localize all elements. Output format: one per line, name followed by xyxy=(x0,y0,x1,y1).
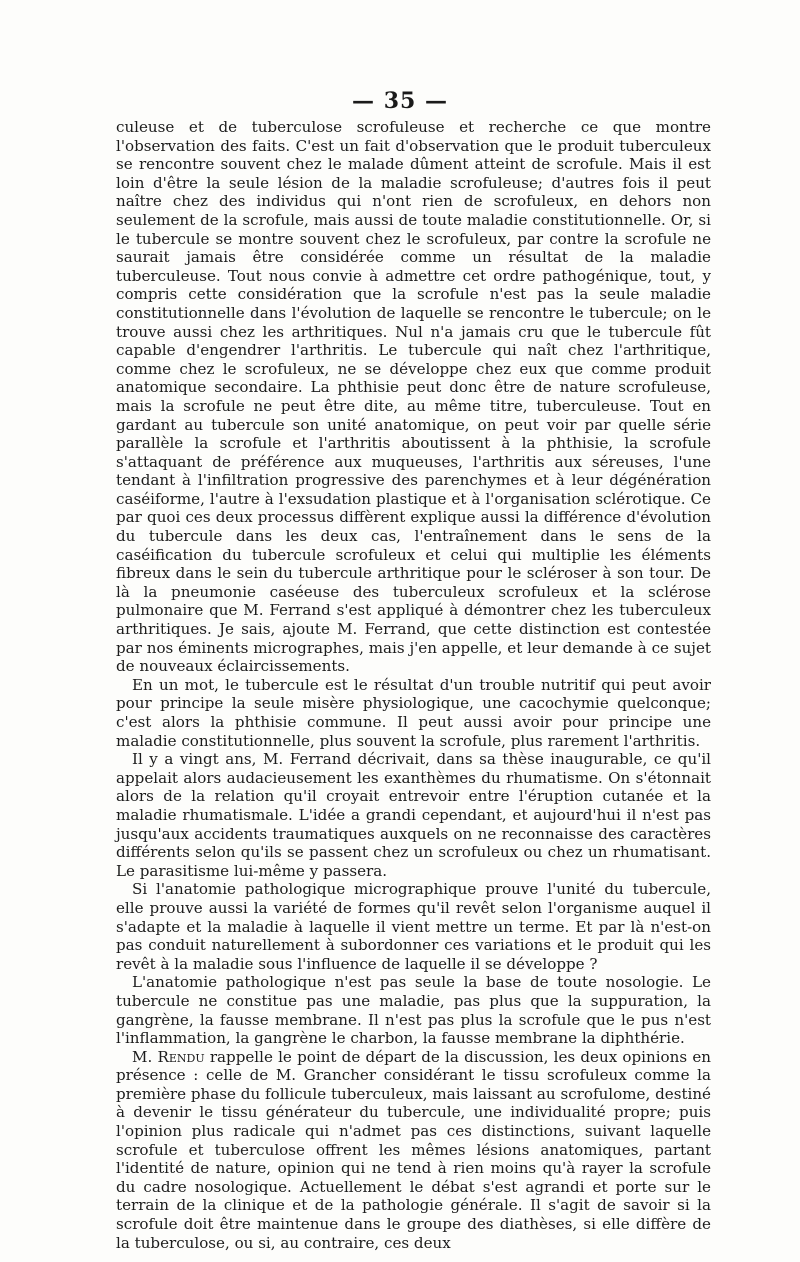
paragraph-4: Si l'anatomie pathologique micrographique prouve l'unité du tubercule, elle prouve aussi la variété de formes qu'il revêt selon l'organisme auquel il s'adapte et la maladie à laquelle il vient mettre un terme. Et par là n'est-on pas conduit naturellement à subordonner ces variations et le produit qui les revêt à la maladie sous l'influence de laquelle il se développe ? xyxy=(116,880,711,973)
paragraph-6-text: rappelle le point de départ de la discussion, les deux opinions en présence : celle de M. Grancher considérant le tissu scrofuleux comme la première phase du follicule tuberculeux, mais laissant au scrofulome, destiné à devenir le tissu générateur du tubercule, une individualité propre; puis l'opinion plus radicale qui n'admet pas ces distinctions, suivant laquelle scrofule et tuberculose offrent les mêmes lésions anatomiques, partant l'identité de nature, opinion qui ne tend à rien moins qu'à rayer la scrofule du cadre nosologique. Actuellement le débat s'est agrandi et porte sur le terrain de la clinique et de la pathologie générale. Il s'agit de savoir si la scrofule doit être maintenue dans le groupe des diathèses, si elle diffère de la tuberculose, ou si, au contraire, ces deux xyxy=(116,1047,711,1252)
paragraph-6 xyxy=(116,1048,711,1253)
paragraph-5: L'anatomie pathologique n'est pas seule la base de toute nosologie. Le tubercule ne constitue pas une maladie, pas plus que la suppuration, la gangrène, la fausse membrane. Il n'est pas plus la scrofule que le pus n'est l'inflammation, la gangrène le charbon, la fausse membrane la diphthérie. xyxy=(116,973,711,1048)
paragraph-6-lead: M. xyxy=(132,1047,158,1066)
paragraph-2: En un mot, le tubercule est le résultat d'un trouble nutritif qui peut avoir pour principe la seule misère physiologique, une cacochymie quelconque; c'est alors la phthisie commune. Il peut aussi avoir pour principe une maladie constitutionnelle, plus souvent la scrofule, plus rarement l'arthritis. xyxy=(116,675,711,750)
paragraph-3: Il y a vingt ans, M. Ferrand décrivait, dans sa thèse inaugurable, ce qu'il appelait alors audacieusement les exanthèmes du rhumatisme. On s'étonnait alors de la relation qu'il croyait entrevoir entre l'éruption cutanée et la maladie rhumatismale. L'idée a grandi cependant, et aujourd'hui il n'est pas jusqu'aux accidents traumatiques auxquels on ne reconnaisse des caractères différents selon qu'ils se passent chez un scrofuleux ou chez un rhumatisant. Le parasitisme lui-même y passera. xyxy=(116,750,711,880)
body-text xyxy=(116,118,711,1252)
page-number: — 35 — xyxy=(352,88,448,114)
speaker-name: Rendu xyxy=(157,1047,205,1066)
paragraph-1: culeuse et de tuberculose scrofuleuse et recherche ce que montre l'observation des faits. C'est un fait d'observation que le produit tuberculeux se rencontre souvent chez le malade dûment atteint de scrofule. Mais il est loin d'être la seule lésion de la maladie scrofuleuse; d'autres fois il peut naître chez des individus qui n'ont rien de scrofuleux, en dehors non seulement de la scrofule, mais aussi de toute maladie constitutionnelle. Or, si le tubercule se montre souvent chez le scrofuleux, par contre la scrofule ne saurait jamais être considérée comme un résultat de la maladie tuberculeuse. Tout nous convie à admettre cet ordre pathogénique, tout, y compris cette considération que la scrofule n'est pas la seule maladie constitutionnelle dans l'évolution de laquelle se rencontre le tubercule; on le trouve aussi chez les arthritiques. Nul n'a jamais cru que le tubercule fût capable d'engendrer l'arthritis. Le tubercule qui naît chez l'arthritique, comme chez le scrofuleux, ne se développe chez eux que comme produit anatomique secondaire. La phthisie peut donc être de nature scrofuleuse, mais la scrofule ne peut être dite, au même titre, tuberculeuse. Tout en gardant au tubercule son unité anatomique, on peut voir par quelle série parallèle la scrofule et l'arthritis aboutissent à la phthisie, la scrofule s'attaquant de préférence aux muqueuses, l'arthritis aux séreuses, l'une tendant à l'infiltration progressive des parenchymes et à leur dégénération caséiforme, l'autre à l'exsudation plastique et à l'organisation sclérotique. Ce par quoi ces deux processus diffèrent explique aussi la différence d'évolution du tubercule dans les deux cas, l'entraînement dans le sens de la caséification du tubercule scrofuleux et celui qui multiplie les éléments fibreux dans le sein du tubercule arthritique pour le scléroser à son tour. De là la pneumonie caséeuse des tuberculeux scrofuleux et la sclérose pulmonaire que M. Ferrand s'est appliqué à démontrer chez les tuberculeux arthritiques. Je sais, ajoute M. Ferrand, que cette distinction est contestée par nos éminents micrographes, mais j'en appelle, et leur demande à ce sujet de nouveaux éclaircissements. xyxy=(116,118,711,676)
